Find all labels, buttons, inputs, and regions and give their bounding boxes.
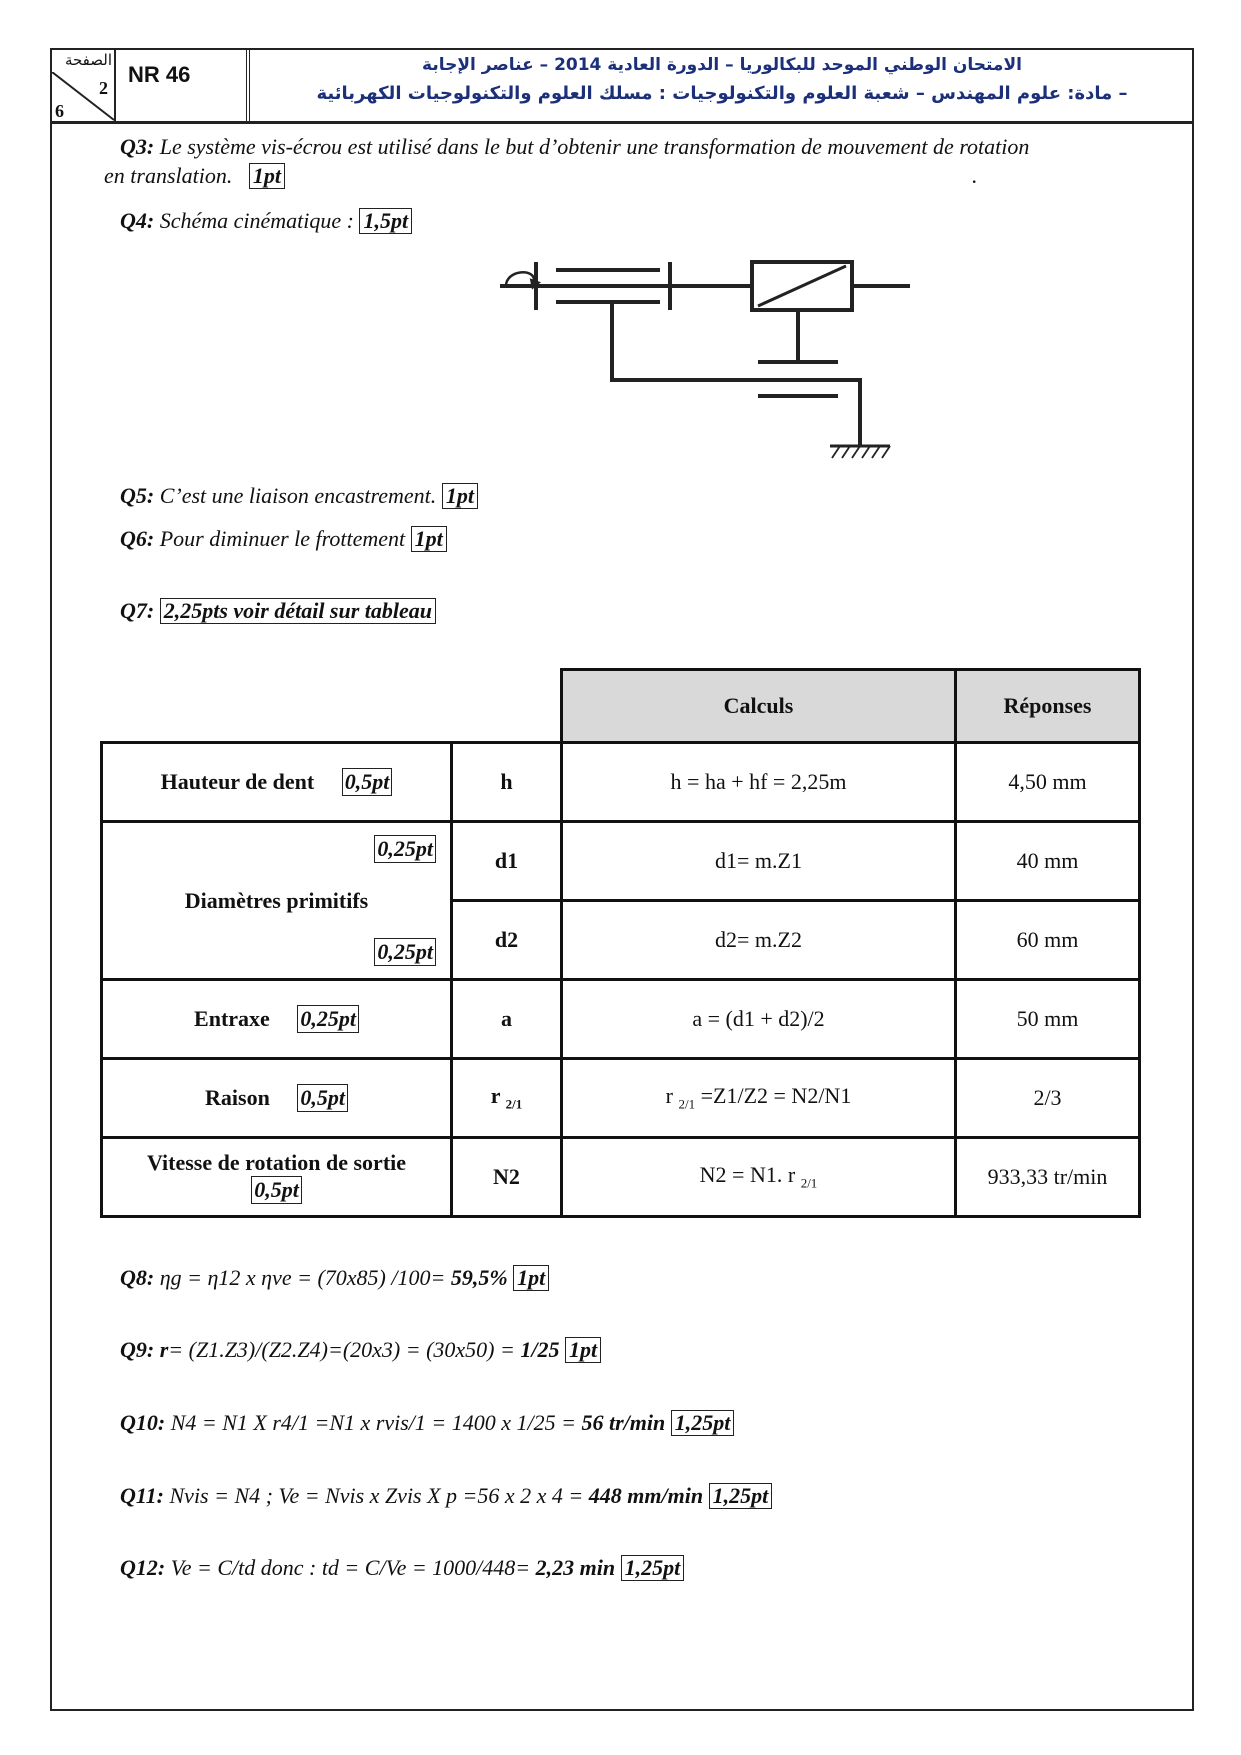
q3-label: Q3: — [120, 134, 155, 159]
row-calc — [562, 1059, 956, 1138]
q4-line — [120, 208, 412, 234]
q8-result: 59,5% — [450, 1265, 508, 1290]
row-symbol — [452, 1059, 562, 1138]
q3-line2 — [104, 163, 285, 189]
row-calc-sub: 2/1 — [800, 1175, 818, 1191]
row-label — [102, 1138, 452, 1217]
row-points: 0,25pt — [374, 835, 436, 863]
row-symbol-sub: 2/1 — [505, 1096, 523, 1112]
exam-title-line2: – مادة: علوم المهندس – شعبة العلوم والتكنولوجيات : مسلك العلوم والتكنولوجيات الكهربائية — [316, 83, 1128, 104]
row-calc-text: N2 = N1. r — [699, 1162, 796, 1188]
q8-text: ηg = η12 x ηve = (70x85) /100= — [154, 1265, 451, 1290]
table-row — [102, 980, 1140, 1059]
header-calculs: Calculs — [562, 670, 956, 743]
row-label-text: Hauteur de dent — [160, 769, 315, 794]
exam-title — [252, 50, 1192, 122]
row-points: 0,25pt — [374, 938, 436, 966]
q11-line — [120, 1483, 772, 1509]
q9-line — [120, 1337, 601, 1363]
q4-text: Schéma cinématique : — [154, 208, 360, 233]
q10-label: Q10: — [120, 1410, 166, 1435]
exam-code: NR 46 — [116, 50, 250, 122]
row-answer: 4,50 mm — [956, 743, 1140, 822]
exam-title-line1: الامتحان الوطني الموحد للبكالوريا – الدورة العادية 2014 – عناصر الإجابة — [422, 55, 1022, 75]
row-symbol: d1 — [452, 822, 562, 901]
row-answer: 50 mm — [956, 980, 1140, 1059]
table-row — [102, 1059, 1140, 1138]
row-label-text: Entraxe — [194, 1006, 270, 1031]
row-symbol: N2 — [452, 1138, 562, 1217]
q10-result: 56 tr/min — [581, 1410, 666, 1435]
table-header-row — [102, 670, 1140, 743]
q10-text: N4 = N1 X r4/1 =N1 x rvis/1 = 1400 x 1/25 = — [165, 1410, 582, 1435]
table-row — [102, 822, 1140, 901]
row-symbol: d2 — [452, 901, 562, 980]
q3-line1 — [120, 134, 1029, 160]
row-calc: h = ha + hf = 2,25m — [562, 743, 956, 822]
q9-points: 1pt — [565, 1337, 601, 1363]
q12-result: 2,23 min — [535, 1555, 616, 1580]
q11-label: Q11: — [120, 1483, 164, 1508]
q12-label: Q12: — [120, 1555, 166, 1580]
row-points: 0,5pt — [342, 768, 393, 796]
q9-result: 1/25 — [520, 1337, 560, 1362]
row-calc: a = (d1 + d2)/2 — [562, 980, 956, 1059]
row-points: 0,25pt — [297, 1005, 359, 1033]
q6-text: Pour diminuer le frottement — [154, 526, 411, 551]
page-total: 6 — [55, 101, 64, 121]
row-symbol: h — [452, 743, 562, 822]
row-label-text: Vitesse de rotation de sortie — [146, 1150, 407, 1175]
q9-label: Q9: — [120, 1337, 155, 1362]
q6-points: 1pt — [411, 526, 447, 552]
table-row — [102, 743, 1140, 822]
q12-text: Ve = C/td donc : td = C/Ve = 1000/448= — [165, 1555, 536, 1580]
q12-points: 1,25pt — [621, 1555, 685, 1581]
q6-line — [120, 526, 447, 552]
page-number: 2 — [99, 78, 108, 98]
row-answer: 60 mm — [956, 901, 1140, 980]
q4-points: 1,5pt — [359, 208, 412, 234]
q3-text: Le système vis-écrou est utilisé dans le but d’obtenir une transformation de mouvement de rotation — [154, 134, 1030, 159]
q8-label: Q8: — [120, 1265, 155, 1290]
q7-label: Q7: — [120, 598, 155, 623]
q4-label: Q4: — [120, 208, 155, 233]
q5-line — [120, 483, 478, 509]
q7-line — [120, 598, 436, 624]
row-calc: d1= m.Z1 — [562, 822, 956, 901]
page-header — [50, 48, 1194, 124]
header-reponses: Réponses — [956, 670, 1140, 743]
row-label-text: Diamètres primitifs — [184, 887, 369, 913]
q10-points: 1,25pt — [671, 1410, 735, 1436]
row-calc-rest: =Z1/Z2 = N2/N1 — [695, 1083, 852, 1109]
row-answer: 2/3 — [956, 1059, 1140, 1138]
q9-r: r — [154, 1337, 169, 1362]
q11-result: 448 mm/min — [588, 1483, 704, 1508]
row-symbol: a — [452, 980, 562, 1059]
row-calc-sub: 2/1 — [678, 1096, 696, 1112]
q8-points: 1pt — [513, 1265, 549, 1291]
page-label: الصفحة — [64, 51, 112, 69]
row-label-text: Raison — [205, 1085, 270, 1110]
q9-text: = (Z1.Z3)/(Z2.Z4)=(20x3) = (30x50) = — [168, 1337, 521, 1362]
row-points: 0,5pt — [297, 1084, 348, 1112]
row-points: 0,5pt — [251, 1176, 302, 1204]
gear-calculation-table — [100, 668, 1141, 1218]
q3-text-end: en translation. — [104, 163, 233, 188]
row-answer: 933,33 tr/min — [956, 1138, 1140, 1217]
q12-line — [120, 1555, 684, 1581]
row-calc-text: r — [665, 1083, 673, 1109]
table-row — [102, 1138, 1140, 1217]
q11-points: 1,25pt — [709, 1483, 773, 1509]
row-symbol-text: r — [490, 1083, 501, 1109]
q5-points: 1pt — [442, 483, 478, 509]
row-label — [102, 822, 452, 980]
q11-text: Nvis = N4 ; Ve = Nvis x Zvis X p =56 x 2 x 4 = — [164, 1483, 589, 1508]
q7-points: 2,25pts voir détail sur tableau — [160, 598, 436, 624]
q5-label: Q5: — [120, 483, 155, 508]
q8-line — [120, 1265, 549, 1291]
q10-line — [120, 1410, 734, 1436]
row-label — [102, 743, 452, 822]
q3-dot: . — [972, 163, 978, 188]
q5-text: C’est une liaison encastrement. — [154, 483, 442, 508]
row-label — [102, 980, 452, 1059]
page-number-box — [52, 50, 116, 122]
q6-label: Q6: — [120, 526, 155, 551]
row-calc — [562, 1138, 956, 1217]
row-answer: 40 mm — [956, 822, 1140, 901]
kinematic-diagram — [490, 250, 930, 460]
row-label — [102, 1059, 452, 1138]
q3-points: 1pt — [249, 163, 285, 189]
row-calc: d2= m.Z2 — [562, 901, 956, 980]
